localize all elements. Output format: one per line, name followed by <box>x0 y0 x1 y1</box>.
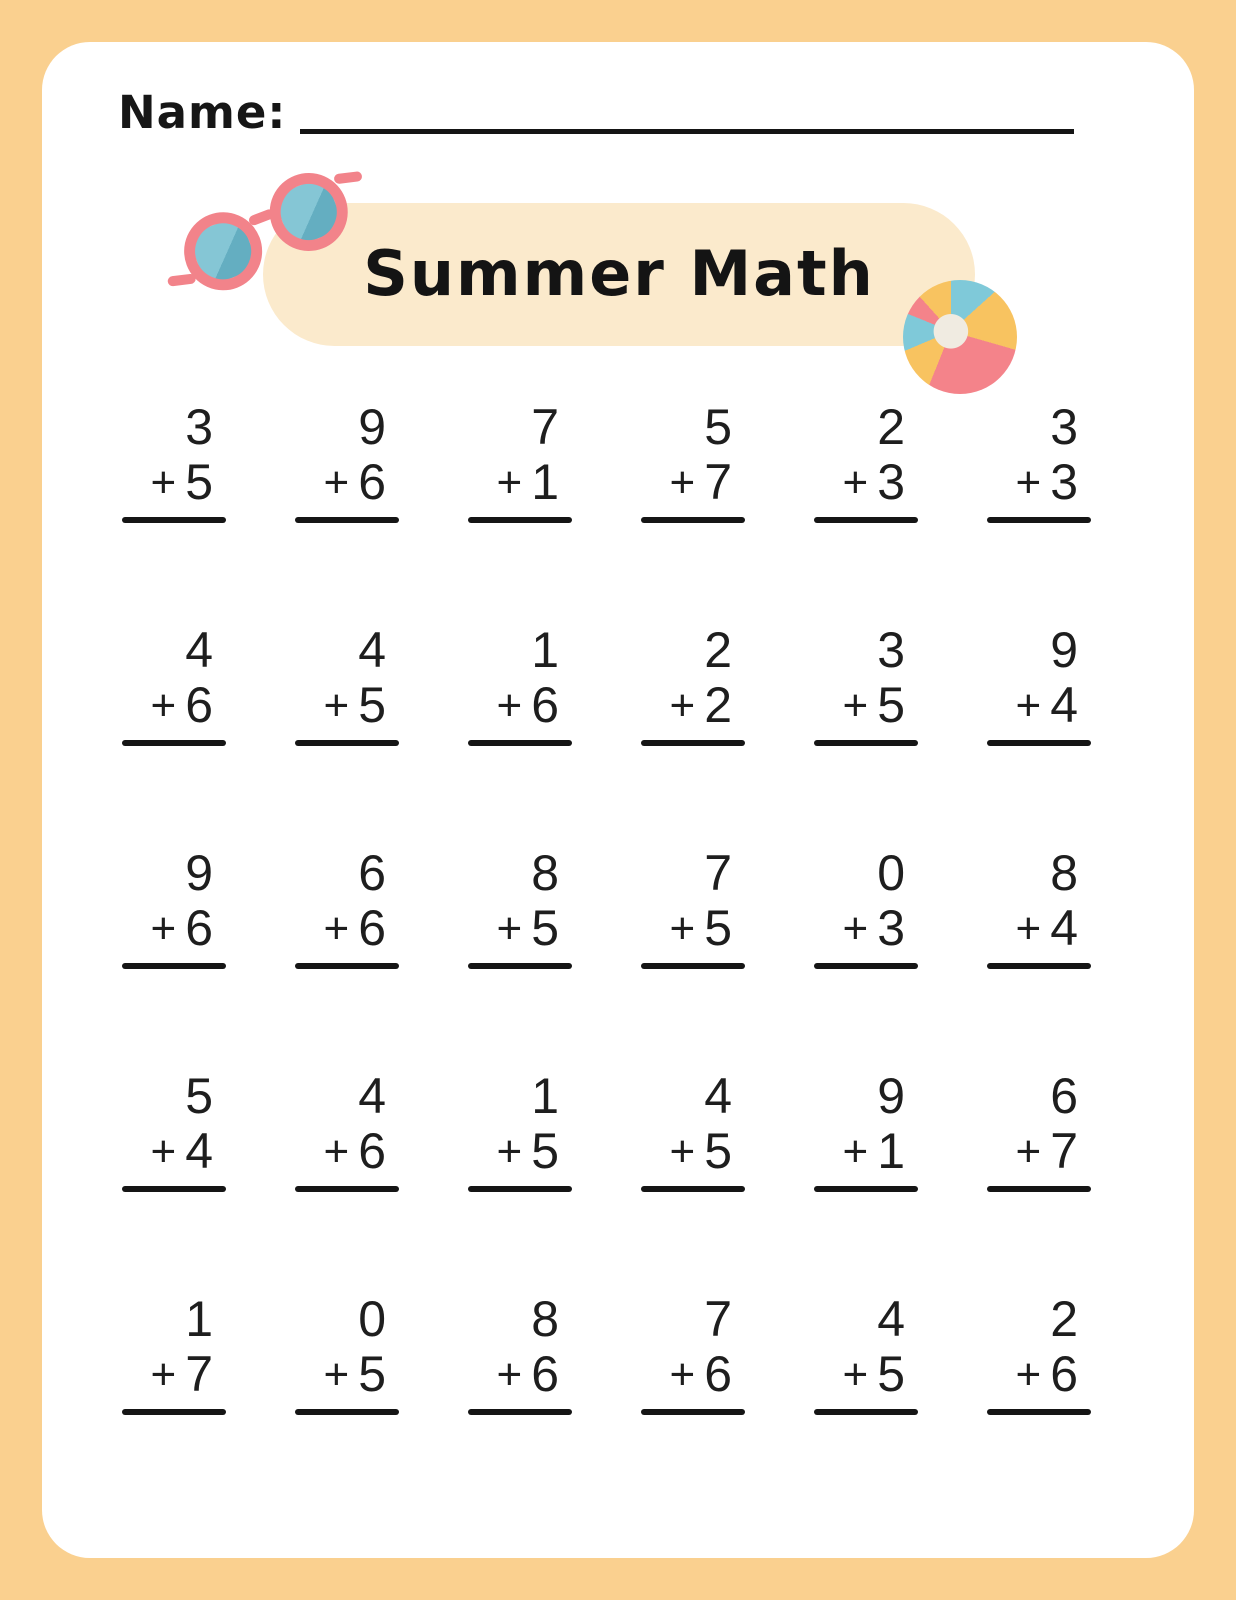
answer-line[interactable] <box>295 740 399 746</box>
bottom-operand-row <box>814 678 918 733</box>
answer-line[interactable] <box>814 1186 918 1192</box>
bottom-operand: 3 <box>1050 454 1078 510</box>
top-operand: 9 <box>358 399 386 455</box>
sunglasses-arm-right <box>334 171 363 184</box>
bottom-operand-row <box>468 678 572 733</box>
top-operand: 5 <box>185 1068 213 1124</box>
top-operand: 5 <box>704 399 732 455</box>
top-operand: 6 <box>1050 1068 1078 1124</box>
top-operand: 3 <box>185 399 213 455</box>
top-operand: 2 <box>877 399 905 455</box>
top-operand: 9 <box>877 1068 905 1124</box>
answer-line[interactable] <box>814 517 918 523</box>
bottom-operand: 1 <box>877 1123 905 1179</box>
answer-line[interactable] <box>641 517 745 523</box>
bottom-operand-row <box>468 1124 572 1179</box>
plus-sign: + <box>842 458 869 507</box>
bottom-operand: 4 <box>1050 677 1078 733</box>
bottom-operand-row <box>122 678 226 733</box>
bottom-operand-row <box>468 1347 572 1402</box>
bottom-operand-row <box>987 678 1091 733</box>
answer-line[interactable] <box>814 1409 918 1415</box>
top-operand: 8 <box>531 1291 559 1347</box>
bottom-operand: 5 <box>531 1123 559 1179</box>
bottom-operand-row <box>987 1124 1091 1179</box>
top-operand: 9 <box>185 845 213 901</box>
addition-problem <box>295 400 399 523</box>
bottom-operand: 6 <box>531 1346 559 1402</box>
addition-problem <box>987 623 1091 746</box>
addition-problem <box>122 400 226 523</box>
bottom-operand: 6 <box>358 900 386 956</box>
plus-sign: + <box>669 1350 696 1399</box>
top-operand: 7 <box>531 399 559 455</box>
answer-line[interactable] <box>987 963 1091 969</box>
bottom-operand-row <box>641 1124 745 1179</box>
plus-sign: + <box>496 904 523 953</box>
top-operand: 7 <box>704 1291 732 1347</box>
bottom-operand-row <box>122 1347 226 1402</box>
answer-line[interactable] <box>295 1409 399 1415</box>
plus-sign: + <box>1015 904 1042 953</box>
answer-line[interactable] <box>987 1186 1091 1192</box>
plus-sign: + <box>669 681 696 730</box>
answer-line[interactable] <box>468 517 572 523</box>
bottom-operand-row <box>641 455 745 510</box>
bottom-operand-row <box>987 1347 1091 1402</box>
bottom-operand-row <box>295 901 399 956</box>
top-operand: 1 <box>531 622 559 678</box>
addition-problem <box>814 1292 918 1415</box>
addition-problem <box>987 1069 1091 1192</box>
addition-problem <box>295 623 399 746</box>
addition-problem <box>468 400 572 523</box>
plus-sign: + <box>1015 1350 1042 1399</box>
bottom-operand: 6 <box>358 454 386 510</box>
bottom-operand-row <box>987 455 1091 510</box>
addition-problem <box>814 400 918 523</box>
addition-problem <box>814 1069 918 1192</box>
bottom-operand-row <box>814 901 918 956</box>
answer-line[interactable] <box>295 1186 399 1192</box>
bottom-operand: 1 <box>531 454 559 510</box>
worksheet-page <box>42 42 1194 1558</box>
top-operand: 6 <box>358 845 386 901</box>
top-operand: 1 <box>185 1291 213 1347</box>
answer-line[interactable] <box>641 1186 745 1192</box>
addition-problem <box>122 1069 226 1192</box>
addition-problem <box>641 1069 745 1192</box>
plus-sign: + <box>1015 681 1042 730</box>
top-operand: 0 <box>358 1291 386 1347</box>
bottom-operand-row <box>295 1124 399 1179</box>
addition-problem <box>122 623 226 746</box>
plus-sign: + <box>323 1350 350 1399</box>
bottom-operand: 5 <box>185 454 213 510</box>
plus-sign: + <box>150 1350 177 1399</box>
bottom-operand: 6 <box>185 900 213 956</box>
answer-line[interactable] <box>987 740 1091 746</box>
addition-problem <box>641 400 745 523</box>
name-input-line[interactable] <box>300 129 1074 134</box>
bottom-operand: 7 <box>1050 1123 1078 1179</box>
answer-line[interactable] <box>122 517 226 523</box>
bottom-operand: 5 <box>877 677 905 733</box>
bottom-operand: 3 <box>877 454 905 510</box>
bottom-operand-row <box>987 901 1091 956</box>
bottom-operand: 5 <box>358 1346 386 1402</box>
top-operand: 8 <box>1050 845 1078 901</box>
addition-problem <box>295 1292 399 1415</box>
plus-sign: + <box>1015 458 1042 507</box>
answer-line[interactable] <box>295 963 399 969</box>
bottom-operand: 6 <box>531 677 559 733</box>
plus-sign: + <box>150 458 177 507</box>
answer-line[interactable] <box>987 517 1091 523</box>
addition-problem <box>468 623 572 746</box>
top-operand: 8 <box>531 845 559 901</box>
answer-line[interactable] <box>122 740 226 746</box>
answer-line[interactable] <box>122 1186 226 1192</box>
addition-problem <box>987 1292 1091 1415</box>
bottom-operand: 5 <box>358 677 386 733</box>
plus-sign: + <box>842 1127 869 1176</box>
bottom-operand: 5 <box>531 900 559 956</box>
answer-line[interactable] <box>122 1409 226 1415</box>
bottom-operand: 7 <box>704 454 732 510</box>
plus-sign: + <box>842 1350 869 1399</box>
answer-line[interactable] <box>814 740 918 746</box>
bottom-operand: 6 <box>185 677 213 733</box>
answer-line[interactable] <box>641 963 745 969</box>
problems-grid <box>122 400 1091 1415</box>
addition-problem <box>468 846 572 969</box>
bottom-operand-row <box>295 455 399 510</box>
bottom-operand-row <box>814 455 918 510</box>
bottom-operand: 4 <box>185 1123 213 1179</box>
top-operand: 3 <box>1050 399 1078 455</box>
plus-sign: + <box>323 1127 350 1176</box>
name-row <box>118 88 1074 138</box>
addition-problem <box>987 400 1091 523</box>
top-operand: 2 <box>1050 1291 1078 1347</box>
answer-line[interactable] <box>295 517 399 523</box>
bottom-operand: 5 <box>877 1346 905 1402</box>
bottom-operand: 3 <box>877 900 905 956</box>
top-operand: 0 <box>877 845 905 901</box>
answer-line[interactable] <box>814 963 918 969</box>
plus-sign: + <box>669 1127 696 1176</box>
plus-sign: + <box>496 1350 523 1399</box>
plus-sign: + <box>842 904 869 953</box>
bottom-operand-row <box>295 1347 399 1402</box>
addition-problem <box>295 846 399 969</box>
top-operand: 9 <box>1050 622 1078 678</box>
bottom-operand-row <box>814 1124 918 1179</box>
top-operand: 4 <box>358 1068 386 1124</box>
plus-sign: + <box>323 681 350 730</box>
plus-sign: + <box>150 904 177 953</box>
plus-sign: + <box>842 681 869 730</box>
bottom-operand-row <box>122 455 226 510</box>
bottom-operand: 6 <box>358 1123 386 1179</box>
top-operand: 1 <box>531 1068 559 1124</box>
bottom-operand: 6 <box>704 1346 732 1402</box>
answer-line[interactable] <box>641 740 745 746</box>
beach-ball-icon <box>903 280 1017 394</box>
addition-problem <box>814 846 918 969</box>
bottom-operand-row <box>122 1124 226 1179</box>
bottom-operand: 5 <box>704 900 732 956</box>
plus-sign: + <box>496 681 523 730</box>
bottom-operand-row <box>468 455 572 510</box>
bottom-operand: 6 <box>1050 1346 1078 1402</box>
bottom-operand-row <box>814 1347 918 1402</box>
plus-sign: + <box>150 681 177 730</box>
bottom-operand-row <box>641 901 745 956</box>
top-operand: 4 <box>185 622 213 678</box>
plus-sign: + <box>669 904 696 953</box>
plus-sign: + <box>669 458 696 507</box>
addition-problem <box>987 846 1091 969</box>
addition-problem <box>295 1069 399 1192</box>
plus-sign: + <box>496 1127 523 1176</box>
plus-sign: + <box>323 458 350 507</box>
name-label: Name: <box>118 86 287 139</box>
bottom-operand-row <box>468 901 572 956</box>
answer-line[interactable] <box>468 1186 572 1192</box>
answer-line[interactable] <box>468 740 572 746</box>
plus-sign: + <box>150 1127 177 1176</box>
addition-problem <box>122 1292 226 1415</box>
answer-line[interactable] <box>468 963 572 969</box>
plus-sign: + <box>496 458 523 507</box>
answer-line[interactable] <box>468 1409 572 1415</box>
top-operand: 7 <box>704 845 732 901</box>
addition-problem <box>641 623 745 746</box>
addition-problem <box>814 623 918 746</box>
bottom-operand: 5 <box>704 1123 732 1179</box>
top-operand: 2 <box>704 622 732 678</box>
bottom-operand-row <box>641 678 745 733</box>
bottom-operand-row <box>641 1347 745 1402</box>
plus-sign: + <box>323 904 350 953</box>
top-operand: 4 <box>358 622 386 678</box>
top-operand: 4 <box>704 1068 732 1124</box>
worksheet-title: Summer Math <box>363 236 875 310</box>
answer-line[interactable] <box>987 1409 1091 1415</box>
addition-problem <box>122 846 226 969</box>
addition-problem <box>641 846 745 969</box>
top-operand: 3 <box>877 622 905 678</box>
bottom-operand: 7 <box>185 1346 213 1402</box>
addition-problem <box>468 1292 572 1415</box>
bottom-operand-row <box>295 678 399 733</box>
bottom-operand-row <box>122 901 226 956</box>
bottom-operand: 2 <box>704 677 732 733</box>
answer-line[interactable] <box>641 1409 745 1415</box>
plus-sign: + <box>1015 1127 1042 1176</box>
top-operand: 4 <box>877 1291 905 1347</box>
bottom-operand: 4 <box>1050 900 1078 956</box>
answer-line[interactable] <box>122 963 226 969</box>
addition-problem <box>468 1069 572 1192</box>
addition-problem <box>641 1292 745 1415</box>
